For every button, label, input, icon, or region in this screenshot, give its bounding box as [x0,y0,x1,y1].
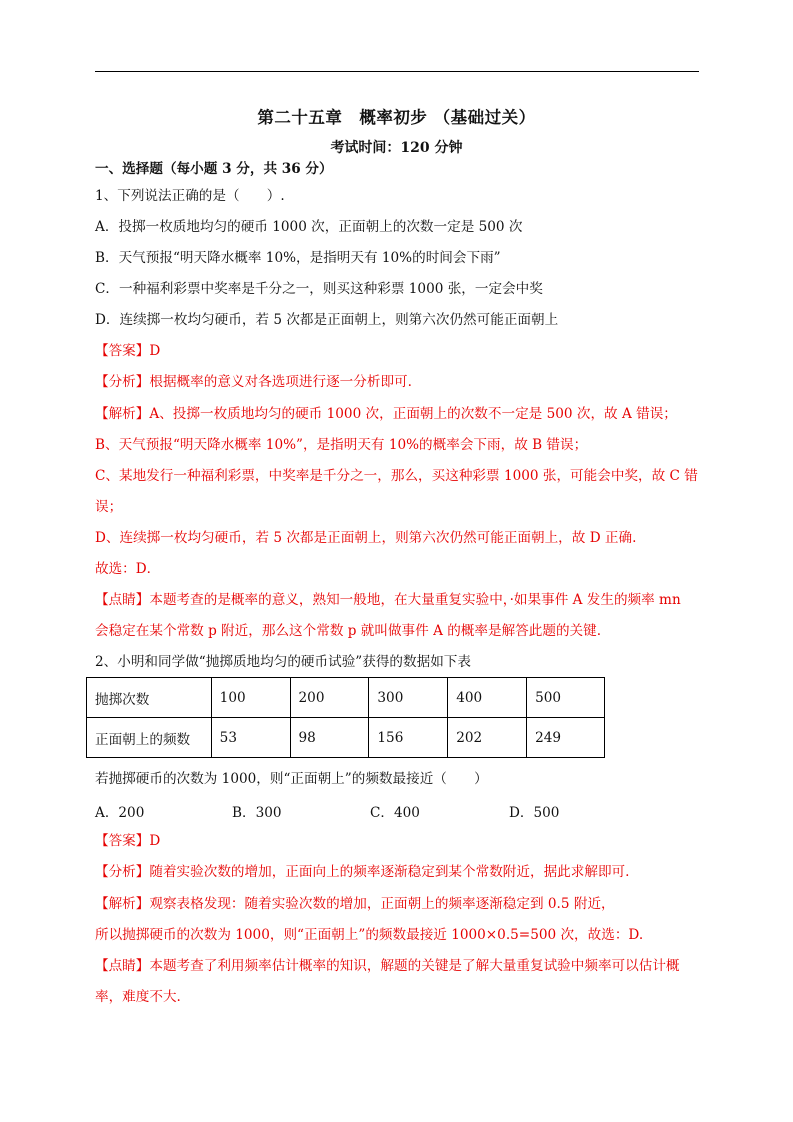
header-rule [95,71,699,72]
table-cell: 202 [448,718,527,758]
table-cell: 正面朝上的频数 [87,718,212,758]
q2-question: 若抛掷硬币的次数为 1000，则“正面朝上”的频数最接近（ ） [95,771,488,787]
q2-solution-line: 所以抛掷硬币的次数为 1000，则“正面朝上”的频数最接近 1000×0.5=500 次，故选：D. [95,927,644,943]
table-cell: 400 [448,678,527,718]
table-row [87,678,605,718]
q1-solution-line: B、天气预报“明天降水概率 10%”，是指明天有 10%的概率会下雨，故 B 错误； [95,437,588,453]
q1-answer: 【答案】D [95,343,161,359]
q1-solution-line: 误； [95,499,123,515]
q1-solution-line: 故选：D． [95,561,161,577]
exam-time: 考试时间：120 分钟 [330,140,463,156]
table-cell: 156 [369,718,448,758]
q1-option-a: A．投掷一枚质地均匀的硬币 1000 次，正面朝上的次数一定是 500 次 [95,219,523,235]
q1-solution-line: C、某地发行一种福利彩票，中奖率是千分之一，那么，买这种彩票 1000 张，可能会中奖，故 C 错 [95,468,698,484]
q1-solution-line: 【解析】A、投掷一枚质地均匀的硬币 1000 次，正面朝上的次数不一定是 500 次，故 A 错误； [95,406,677,422]
q1-option-c: C．一种福利彩票中奖率是千分之一，则买这种彩票 1000 张，一定会中奖 [95,281,543,297]
q2-stem: 2、小明和同学做“抛掷质地均匀的硬币试验”获得的数据如下表 [95,654,471,670]
table-cell: 200 [290,678,369,718]
table-cell: 500 [527,678,605,718]
table-cell: 抛掷次数 [87,678,212,718]
q2-option-d: D．500 [509,805,560,821]
q2-comment-line: 率，难度不大. [95,989,181,1005]
q1-stem: 1、下列说法正确的是（ ）. [95,188,285,204]
q2-option-c: C．400 [370,805,420,821]
frequency-table [86,677,605,758]
table-cell: 300 [369,678,448,718]
q1-comment-line: 会稳定在某个常数 p 附近，那么这个常数 p 就叫做事件 A 的概率是解答此题的关键. [95,623,602,639]
section-heading: 一、选择题（每小题 3 分，共 36 分） [95,161,333,177]
page-title: 第二十五章 概率初步 （基础过关） [257,108,536,127]
table-cell: 53 [211,718,290,758]
q1-solution-line: D、连续掷一枚均匀硬币，若 5 次都是正面朝上，则第六次仍然可能正面朝上，故 D 正确. [95,530,637,546]
q2-solution-line: 【解析】观察表格发现：随着实验次数的增加，正面朝上的频率逐渐稳定到 0.5 附近， [95,896,615,912]
q2-comment-line: 【点睛】本题考查了利用频率估计概率的知识，解题的关键是了解大量重复试验中频率可以估计概 [95,958,680,974]
q1-option-d: D．连续掷一枚均匀硬币，若 5 次都是正面朝上，则第六次仍然可能正面朝上 [95,312,559,328]
table-row [87,718,605,758]
table-cell: 249 [527,718,605,758]
q1-analysis: 【分析】根据概率的意义对各选项进行逐一分析即可. [95,374,412,390]
table-cell: 98 [290,718,369,758]
q2-option-a: A．200 [95,805,145,821]
q2-option-b: B．300 [232,805,282,821]
q1-option-b: B．天气预报“明天降水概率 10%，是指明天有 10%的时间会下雨” [95,250,501,266]
q2-analysis: 【分析】随着实验次数的增加，正面向上的频率逐渐稳定到某个常数附近，据此求解即可. [95,864,630,880]
q1-comment-line: 【点睛】本题考查的是概率的意义，熟知一般地，在大量重复实验中，·如果事件 A 发生的频率 mn [95,592,681,608]
table-cell: 100 [211,678,290,718]
q2-answer: 【答案】D [95,833,161,849]
